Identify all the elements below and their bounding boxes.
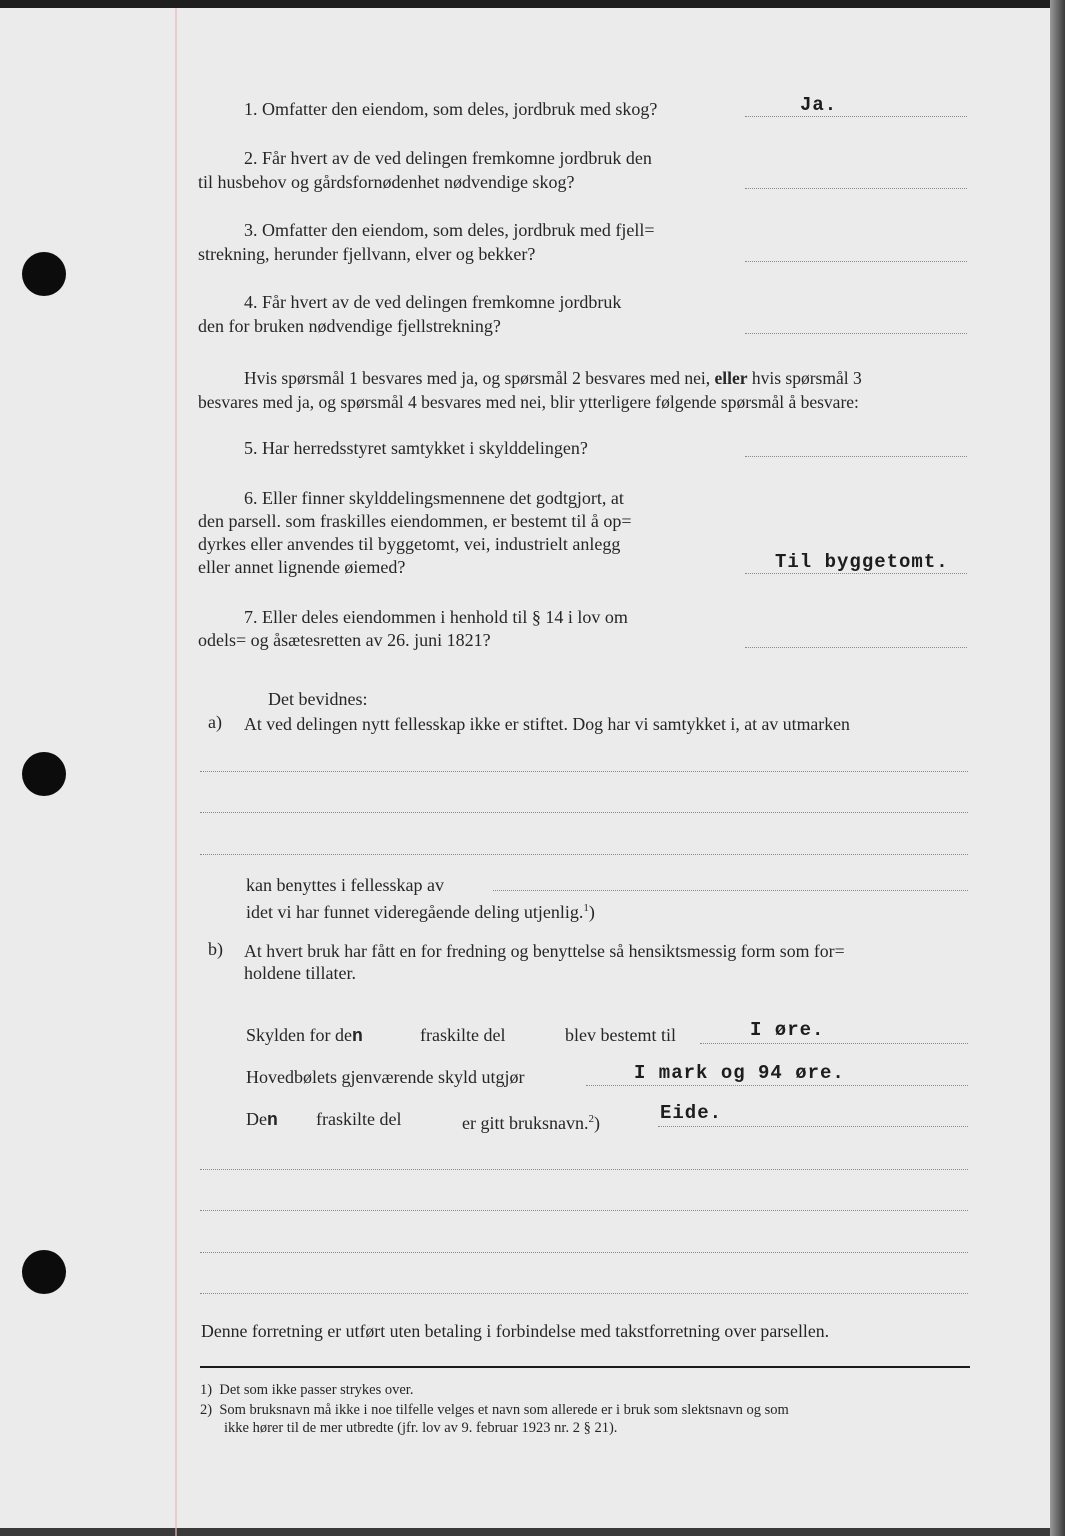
question-6-cont-2: dyrkes eller anvendes til byggetomt, vei, industrielt anlegg — [198, 534, 621, 554]
item-a-label: a) — [208, 712, 222, 732]
question-6: 6. Eller finner skylddelingsmennene det godtgjort, at — [244, 488, 624, 508]
skyld-row-3-bruksnavn: er gitt bruksnavn.$^2$) — [462, 1113, 600, 1133]
item-a-line-2: kan benyttes i fellesskap av — [246, 875, 444, 895]
skyld-line-1 — [700, 1043, 968, 1044]
skyld-value-3: Eide. — [660, 1102, 723, 1124]
skyld-row-1-bestemt: blev bestemt til — [565, 1025, 676, 1045]
skyld-value-2: I mark og 94 øre. — [634, 1062, 845, 1084]
answer-1: Ja. — [800, 94, 838, 116]
bevidnes-heading: Det bevidnes: — [268, 689, 368, 709]
item-b-line-2: holdene tillater. — [244, 963, 356, 983]
footnote-1: 1) Det som ikke passer strykes over. — [200, 1382, 414, 1398]
margin-rule — [175, 8, 177, 1536]
item-b-label: b) — [208, 939, 223, 959]
answer-line-7 — [745, 647, 967, 648]
question-1: 1. Omfatter den eiendom, som deles, jordbruk med skog? — [244, 99, 658, 119]
footnote-2: 2) Som bruksnavn må ikke i noe tilfelle velges et navn som allerede er i bruk som slektsnavn og som — [200, 1402, 789, 1418]
punch-hole-top — [22, 252, 66, 296]
skyld-value-1: I øre. — [750, 1019, 825, 1041]
question-2-cont: til husbehov og gårdsfornødenhet nødvendige skog? — [198, 172, 575, 192]
skyld-row-2: Hovedbølets gjenværende skyld utgjør — [246, 1067, 525, 1087]
skyld-line-2 — [586, 1085, 968, 1086]
skyld-row-3: Den — [246, 1109, 278, 1131]
answer-line-6 — [745, 573, 967, 574]
answer-line-5 — [745, 456, 967, 457]
fill-line-b-3 — [200, 1252, 968, 1253]
answer-line-4 — [745, 333, 967, 334]
question-5: 5. Har herredsstyret samtykket i skylddelingen? — [244, 438, 588, 458]
fill-line-a-2 — [200, 812, 968, 813]
answer-line-3 — [745, 261, 967, 262]
conditional-line-2: besvares med ja, og spørsmål 4 besvares med nei, blir ytterligere følgende spørsmål å besvare: — [198, 392, 859, 412]
item-a-text: At ved delingen nytt fellesskap ikke er stiftet. Dog har vi samtykket i, at av utmarken — [244, 714, 850, 734]
question-7-cont: odels= og åsætesretten av 26. juni 1821? — [198, 630, 491, 650]
item-a-line-3: idet vi har funnet videregående deling utjenlig.$^1$) — [246, 902, 595, 922]
question-2: 2. Får hvert av de ved delingen fremkomne jordbruk den — [244, 148, 652, 168]
fill-line-b-4 — [200, 1293, 968, 1294]
footnote-rule — [200, 1366, 970, 1368]
scan-right-edge — [1050, 0, 1065, 1536]
item-b-line-1: At hvert bruk har fått en for fredning og benyttelse så hensiktsmessig form som for= — [244, 941, 845, 961]
answer-line-2 — [745, 188, 967, 189]
closing-statement: Denne forretning er utført uten betaling i forbindelse med takstforretning over parsellen. — [201, 1321, 830, 1341]
scan-top-edge — [0, 0, 1065, 8]
footnote-2-cont: ikke hører til de mer utbredte (jfr. lov av 9. februar 1923 nr. 2 § 21). — [224, 1420, 618, 1436]
answer-6: Til byggetomt. — [775, 551, 949, 573]
fill-line-b-1 — [200, 1169, 968, 1170]
skyld-row-1-del: fraskilte del — [420, 1025, 506, 1045]
question-7: 7. Eller deles eiendommen i henhold til § 14 i lov om — [244, 607, 628, 627]
question-6-cont-1: den parsell. som fraskilles eiendommen, er bestemt til å op= — [198, 511, 632, 531]
question-3: 3. Omfatter den eiendom, som deles, jordbruk med fjell= — [244, 220, 655, 240]
conditional-line-1: Hvis spørsmål 1 besvares med ja, og spørsmål 2 besvares med nei, eller hvis spørsmål 3 — [244, 368, 862, 388]
question-6-cont-3: eller annet lignende øiemed? — [198, 557, 406, 577]
fill-line-b-2 — [200, 1210, 968, 1211]
question-4: 4. Får hvert av de ved delingen fremkomne jordbruk — [244, 292, 622, 312]
skyld-row-3-del: fraskilte del — [316, 1109, 402, 1129]
fill-line-a-4 — [493, 890, 968, 891]
skyld-row-1: Skylden for den — [246, 1025, 363, 1047]
fill-line-a-3 — [200, 854, 968, 855]
punch-hole-bottom — [22, 1250, 66, 1294]
fill-line-a-1 — [200, 771, 968, 772]
question-3-cont: strekning, herunder fjellvann, elver og bekker? — [198, 244, 536, 264]
skyld-line-3 — [658, 1126, 968, 1127]
question-4-cont: den for bruken nødvendige fjellstrekning? — [198, 316, 501, 336]
answer-line-1 — [745, 116, 967, 117]
punch-hole-middle — [22, 752, 66, 796]
